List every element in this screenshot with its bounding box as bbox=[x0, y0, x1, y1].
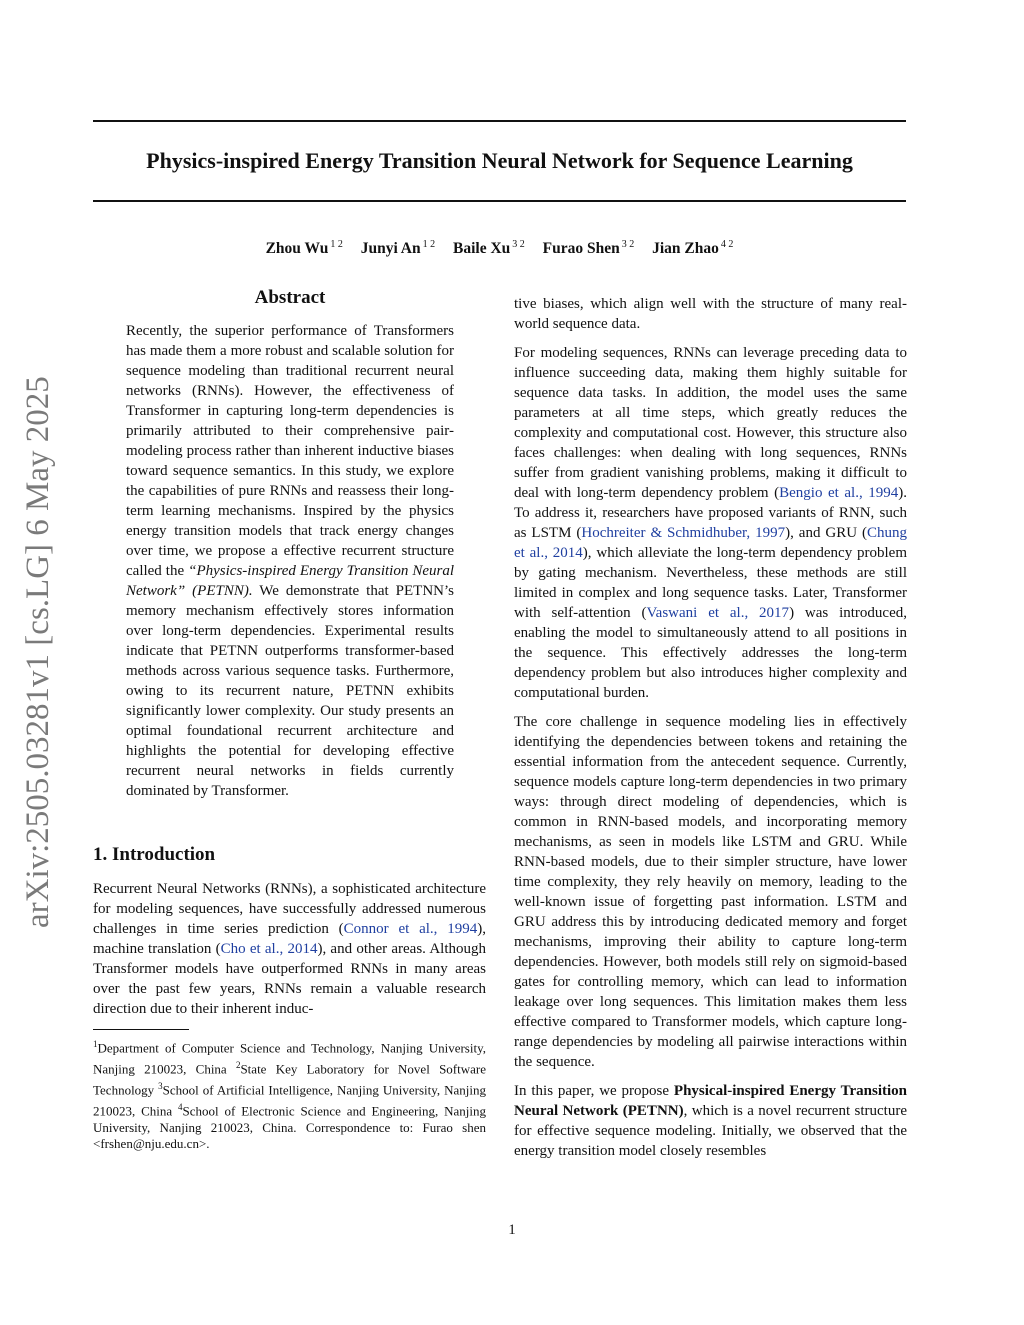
author-affiliation: 3 2 bbox=[512, 239, 525, 250]
author-name: Jian Zhao $^{4 2}$ bbox=[652, 239, 734, 257]
author-list bbox=[93, 234, 906, 260]
intro-paragraph-3: The core challenge in sequence modeling lies in effectively identifying the dependencies between tokens and retaining the essential information from the antecedent sequence. Currently, sequence models capture long-term dependencies in two primary ways: through direct modeling of dependencies, which is common in RNN-based models, and incorporating memory mechanisms, as seen in models like LSTM and GRU. While RNN-based models, due to their simpler structure, have lower time complexity, they rely heavily on memory, leading to the well-known issue of forgetting past information. LSTM and GRU address this by introducing dedicated memory and forget mechanisms, improving their ability to capture long-term dependencies. However, both models still rely on sigmoid-based gates for controlling memory, which can lead to information leakage over long sequences. This limitation makes them less effective compared to Transformer models, which capture long-range dependencies by modeling all pairwise interactions within the sequence. bbox=[514, 714, 907, 1070]
author-affiliation: 3 2 bbox=[621, 239, 635, 250]
title-bottom-rule bbox=[93, 200, 906, 202]
intro-paragraph-1: Recurrent Neural Networks (RNNs), a sophisticated architecture for modeling sequences, have successfully addressed numerous challenges in time series prediction (Connor et al., 1994), machine translation (Cho et al., 2014), and other areas. Although Transformer models have outperformed RNNs in many areas over the past few years, RNNs remain a valuable research direction due to their inherent induc- bbox=[93, 881, 487, 1017]
citation-link[interactable]: Cho et al., 2014 bbox=[220, 941, 318, 957]
abstract-section bbox=[126, 285, 454, 801]
author-affiliation: 4 2 bbox=[720, 239, 734, 250]
left-column bbox=[93, 285, 486, 1153]
author-name: Baile Xu $^{3 2}$ bbox=[453, 239, 525, 257]
author-affiliation: 1 2 bbox=[422, 239, 436, 250]
citation-link[interactable]: Bengio et al., 1994 bbox=[779, 485, 899, 501]
affiliation-footnote: $^1$Department of Computer Science and Technology, Nanjing University, Nanjing 210023, China $^2$State Key Laboratory for Novel Software Technology $^3$School of Artificial Intelligence, Nanjing University, Nanjing 210023, China $^4$School of Electronic Science and Engineering, Nanjing University, Nanjing 210023, China. Correspondence to: Furao shen <frshen@nju.edu.cn>. bbox=[93, 1039, 486, 1152]
footnote-rule bbox=[93, 1029, 189, 1030]
author-name: Furao Shen $^{3 2}$ bbox=[542, 239, 635, 257]
citation-link[interactable]: Chung et al., 2014 bbox=[514, 525, 908, 561]
author-name: Junyi An $^{1 2}$ bbox=[360, 239, 436, 257]
citation-link[interactable]: Connor et al., 1994 bbox=[343, 921, 478, 937]
intro-paragraph-1-continued: tive biases, which align well with the structure of many real-world sequence data. bbox=[514, 296, 907, 332]
citation-link[interactable]: Vaswani et al., 2017 bbox=[646, 605, 790, 621]
abstract-heading: Abstract bbox=[254, 287, 326, 308]
paper-title: Physics-inspired Energy Transition Neural Network for Sequence Learning bbox=[146, 148, 853, 173]
arxiv-identifier-stamp: arXiv:2505.03281v1 [cs.LG] 6 May 2025 bbox=[20, 376, 56, 928]
abstract-text: Recently, the superior performance of Transformers has made them a more robust and scalable solution for sequence modeling than traditional recurrent neural networks (RNNs). However, the effectiveness of Transformer in capturing long-term dependencies is primarily attributed to their comprehensive pair-modeling process rather than inherent inductive biases toward sequence semantics. In this study, we explore the capabilities of pure RNNs and reassess their long-term learning mechanisms. Inspired by the physics energy transition models that track energy changes over time, we propose a effective recurrent structure called the “Physics-inspired Energy Transition Neural Network” (PETNN). We demonstrate that PETNN’s memory mechanism effectively stores information over long-term dependencies. Experimental results indicate that PETNN outperforms transformer-based methods across various sequence tasks. Furthermore, owing to its recurrent nature, PETNN exhibits significantly lower complexity. Our study presents an optimal foundational recurrent architecture and highlights the potential for developing effective recurrent neural networks in fields currently dominated by Transformer. bbox=[126, 323, 454, 799]
intro-paragraph-2: For modeling sequences, RNNs can leverage preceding data to influence succeeding data, making them highly suitable for sequence data tasks. In addition, the model uses the same parameters at all time steps, which greatly reduces the complexity and computational cost. However, this structure also faces challenges: when dealing with long sequences, RNNs suffer from gradient vanishing problems, making it difficult to deal with long-term dependency problem (Bengio et al., 1994). To address it, researchers have proposed variants of RNN, such as LSTM (Hochreiter & Schmidhuber, 1997), and GRU (Chung et al., 2014), which alleviate the long-term dependency problem by gating mechanism. Nevertheless, these methods are still limited in complex and long sequence tasks. Later, Transformer with self-attention (Vaswani et al., 2017) was introduced, enabling the model to simultaneously attend to all positions in the sequence. This effectively addresses the long-term dependency problem but also introduces higher complexity and computational burden. bbox=[514, 345, 908, 701]
introduction-heading: 1. Introduction bbox=[93, 844, 216, 865]
right-column bbox=[514, 294, 907, 1170]
author-name: Zhou Wu $^{1 2}$ bbox=[265, 239, 343, 257]
author-affiliation: 1 2 bbox=[330, 239, 343, 250]
citation-link[interactable]: Hochreiter & Schmidhuber, 1997 bbox=[581, 525, 786, 541]
model-name-bold: Physical-inspired Energy Transition Neural Network (PETNN) bbox=[514, 1083, 907, 1119]
intro-paragraph-4: In this paper, we propose Physical-inspired Energy Transition Neural Network (PETNN), which is a novel recurrent structure for effective sequence modeling. Initially, we observed that the energy transition model closely resembles bbox=[514, 1083, 907, 1159]
title-top-rule bbox=[93, 120, 906, 122]
abstract-emphasis: “Physics-inspired Energy Transition Neural Network” (PETNN). bbox=[126, 563, 454, 599]
page-number: 1 bbox=[508, 1222, 516, 1238]
